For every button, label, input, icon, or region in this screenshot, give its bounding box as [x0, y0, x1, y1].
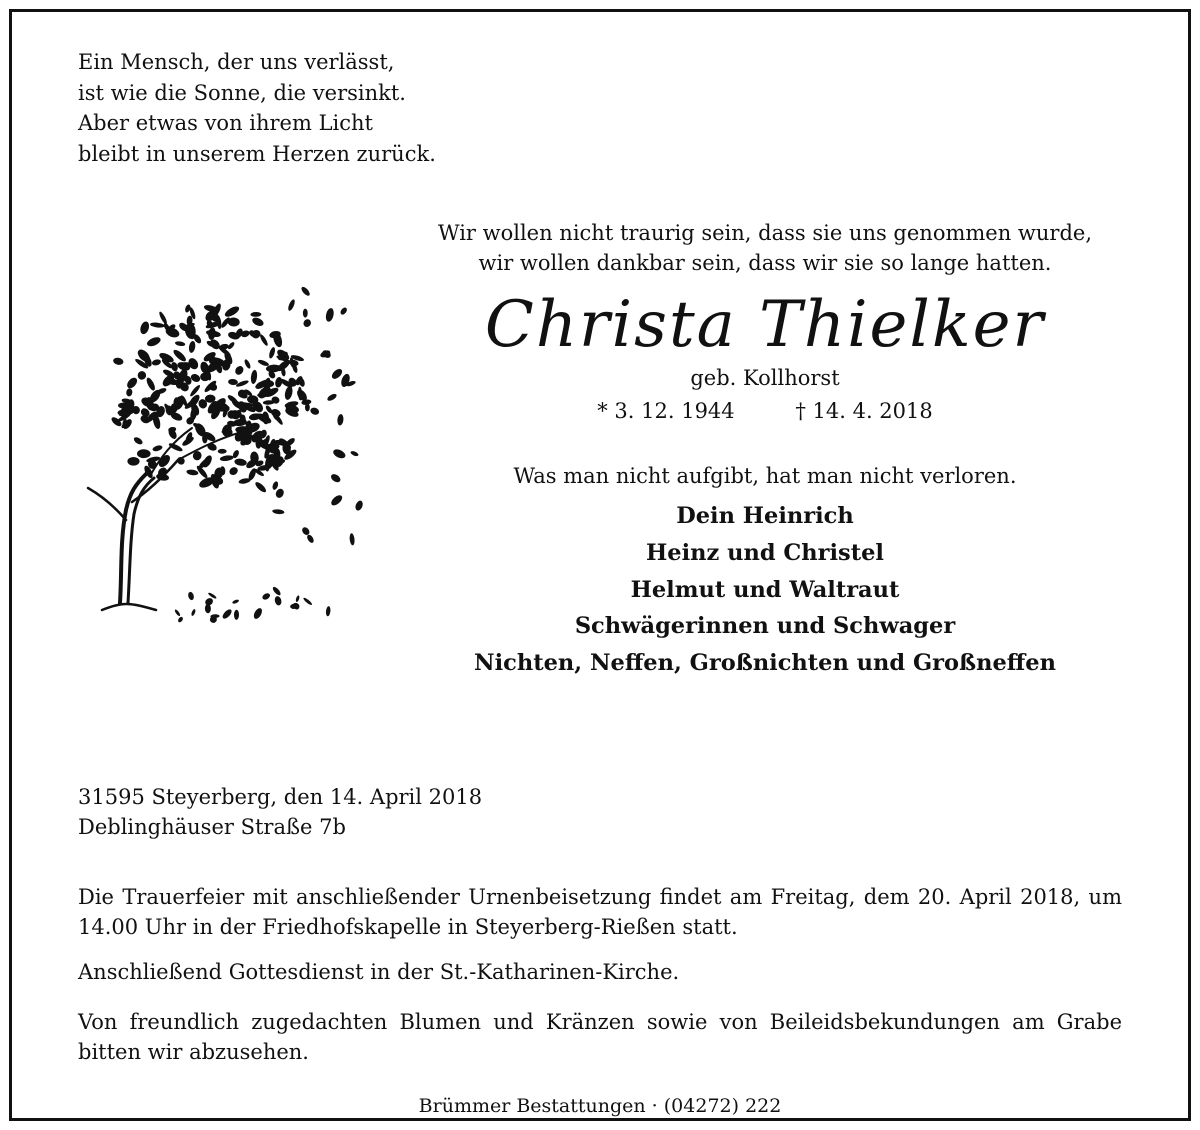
service-info: Anschließend Gottesdienst in der St.-Katharinen-Kirche.	[78, 960, 680, 984]
street-address: Deblinghäuser Straße 7b	[78, 815, 346, 839]
poem-line: Ein Mensch, der uns verlässt,	[78, 50, 395, 74]
condolence-request: Von freundlich zugedachten Blumen und Kränzen sowie von Beileidsbekundungen am Grabe bitten wir abzusehen.	[78, 1010, 1122, 1064]
poem-line: bleibt in unserem Herzen zurück.	[78, 141, 436, 166]
mourners-list	[405, 498, 1125, 682]
mourner: Dein Heinrich	[676, 503, 854, 529]
maiden-name: geb. Kollhorst	[690, 366, 840, 390]
footer	[0, 1094, 1200, 1122]
place-date: 31595 Steyerberg, den 14. April 2018	[78, 785, 483, 809]
poem	[78, 47, 436, 169]
gratitude-quote	[405, 218, 1125, 278]
deceased-name: Christa Thielker	[484, 288, 1046, 362]
funeral-home: Brümmer Bestattungen · (04272) 222	[409, 1095, 792, 1117]
poem-line: Aber etwas von ihrem Licht	[78, 111, 373, 135]
place-and-address	[78, 782, 482, 842]
poem-line: ist wie die Sonne, die versinkt.	[78, 80, 406, 105]
mourner: Nichten, Neffen, Großnichten und Großneffen	[474, 650, 1056, 677]
life-dates	[405, 396, 1125, 426]
windswept-tree-icon	[60, 270, 370, 640]
mourner: Helmut und Waltraut	[630, 576, 900, 603]
quote-line: Wir wollen nicht traurig sein, dass sie uns genommen wurde,	[437, 221, 1093, 245]
death-date: † 14. 4. 2018	[795, 399, 933, 423]
ceremony-info: Die Trauerfeier mit anschließender Urnenbeisetzung findet am Freitag, dem 20. April 2018, um 14.00 Uhr in der Friedhofskapelle in Steyerberg-Rießen statt.	[78, 885, 1122, 939]
mourner: Schwägerinnen und Schwager	[574, 613, 956, 640]
mourner: Heinz und Christel	[646, 539, 884, 566]
birth-date: * 3. 12. 1944	[597, 399, 735, 423]
memorial-saying: Was man nicht aufgibt, hat man nicht verloren.	[513, 464, 1017, 488]
quote-line: wir wollen dankbar sein, dass wir sie so lange hatten.	[478, 251, 1052, 275]
